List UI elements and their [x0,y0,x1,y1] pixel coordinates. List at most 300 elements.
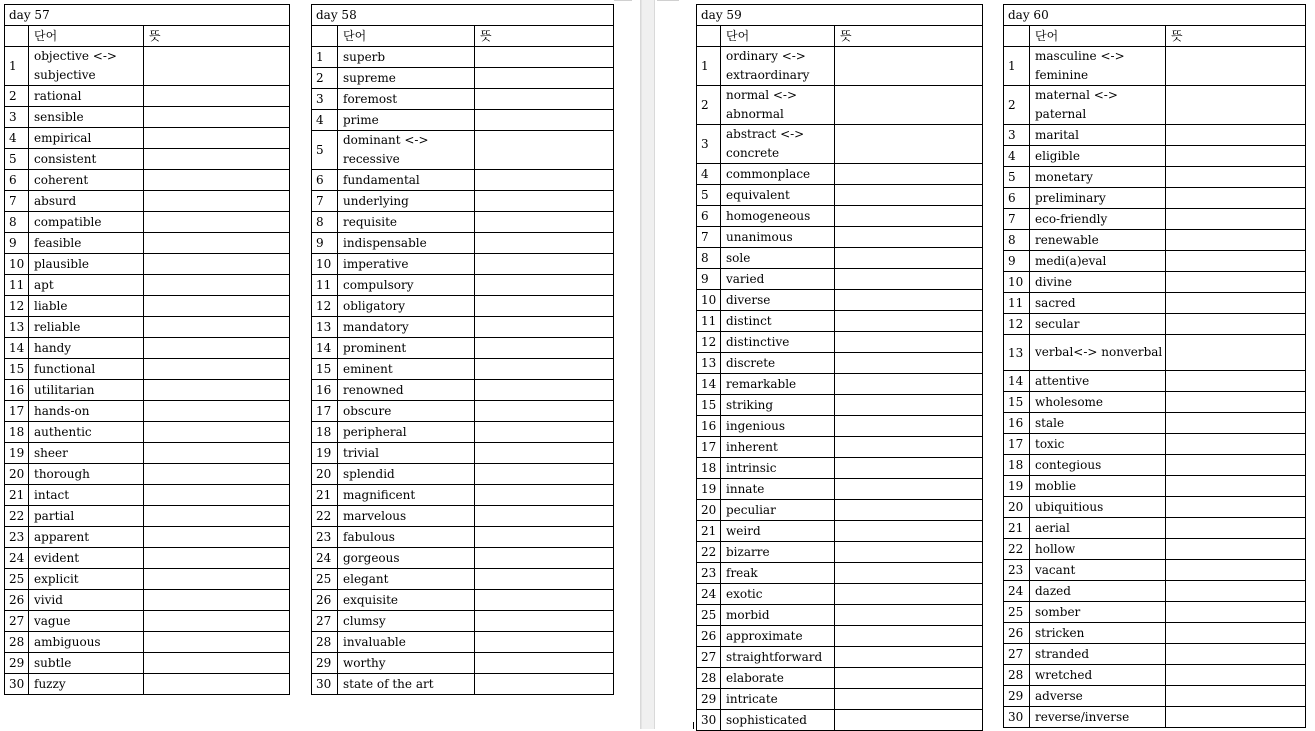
table-row [312,401,614,422]
row-number: 18 [697,458,721,479]
meaning-cell[interactable] [835,125,983,164]
table-row [312,527,614,548]
meaning-cell[interactable] [835,185,983,206]
row-number: 15 [5,359,29,380]
row-number: 6 [312,170,338,191]
word-cell: invaluable [338,632,475,653]
meaning-cell[interactable] [144,317,290,338]
meaning-cell[interactable] [835,668,983,689]
meaning-cell[interactable] [144,128,290,149]
row-number: 30 [312,674,338,695]
meaning-cell[interactable] [835,227,983,248]
word-cell: morbid [721,605,835,626]
table-row [1004,146,1306,167]
word-cell: elaborate [721,668,835,689]
table-row [5,590,290,611]
row-number: 9 [697,269,721,290]
table-row [1004,581,1306,602]
row-number: 23 [312,527,338,548]
row-number: 25 [5,569,29,590]
table-row [5,674,290,695]
meaning-cell[interactable] [144,275,290,296]
row-number: 16 [5,380,29,401]
meaning-cell[interactable] [475,338,614,359]
meaning-cell[interactable] [144,212,290,233]
row-number: 18 [1004,455,1030,476]
meaning-cell[interactable] [835,626,983,647]
number-header-cell [697,26,721,47]
meaning-cell[interactable] [835,563,983,584]
meaning-cell[interactable] [835,353,983,374]
word-cell: ordinary <-> extraordinary [721,47,835,86]
word-cell: sensible [29,107,144,128]
meaning-cell[interactable] [1166,581,1306,602]
row-number: 9 [312,233,338,254]
row-number: 11 [697,311,721,332]
table-row [697,125,983,164]
table-row [1004,251,1306,272]
row-number: 19 [5,443,29,464]
meaning-cell[interactable] [475,674,614,695]
meaning-cell[interactable] [475,131,614,170]
word-cell: straightforward [721,647,835,668]
meaning-cell[interactable] [475,485,614,506]
word-cell: fuzzy [29,674,144,695]
meaning-cell[interactable] [835,248,983,269]
word-cell: imperative [338,254,475,275]
meaning-cell[interactable] [1166,251,1306,272]
word-cell: wholesome [1030,392,1166,413]
word-cell: coherent [29,170,144,191]
row-number: 24 [312,548,338,569]
meaning-cell[interactable] [475,296,614,317]
row-number: 3 [5,107,29,128]
row-number: 28 [697,668,721,689]
meaning-cell[interactable] [1166,86,1306,125]
table-row [312,380,614,401]
word-cell: subtle [29,653,144,674]
row-number: 24 [697,584,721,605]
row-number: 5 [697,185,721,206]
meaning-cell[interactable] [1166,167,1306,188]
row-number: 5 [1004,167,1030,188]
word-cell: moblie [1030,476,1166,497]
word-cell: superb [338,47,475,68]
table-row [5,47,290,86]
row-number: 7 [697,227,721,248]
meaning-cell[interactable] [1166,434,1306,455]
word-cell: exotic [721,584,835,605]
meaning-cell[interactable] [475,110,614,131]
meaning-cell[interactable] [835,689,983,710]
meaning-cell[interactable] [475,191,614,212]
meaning-column-header: 뜻 [835,26,983,47]
table-row [1004,497,1306,518]
meaning-cell[interactable] [144,170,290,191]
table-row [5,464,290,485]
meaning-cell[interactable] [1166,125,1306,146]
meaning-cell[interactable] [144,401,290,422]
meaning-cell[interactable] [1166,392,1306,413]
meaning-cell[interactable] [144,47,290,86]
meaning-cell[interactable] [475,653,614,674]
row-number: 14 [697,374,721,395]
meaning-cell[interactable] [835,647,983,668]
row-number: 16 [1004,413,1030,434]
meaning-cell[interactable] [144,254,290,275]
meaning-cell[interactable] [475,47,614,68]
row-number: 2 [697,86,721,125]
header-row [1004,26,1306,47]
word-cell: stale [1030,413,1166,434]
meaning-cell[interactable] [1166,497,1306,518]
meaning-cell[interactable] [475,506,614,527]
table-row [5,149,290,170]
meaning-cell[interactable] [1166,539,1306,560]
meaning-cell[interactable] [475,611,614,632]
word-cell: fabulous [338,527,475,548]
meaning-cell[interactable] [1166,560,1306,581]
meaning-cell[interactable] [144,548,290,569]
word-cell: handy [29,338,144,359]
word-cell: mandatory [338,317,475,338]
meaning-cell[interactable] [144,632,290,653]
meaning-cell[interactable] [1166,230,1306,251]
row-number: 12 [312,296,338,317]
table-row [1004,47,1306,86]
word-cell: gorgeous [338,548,475,569]
word-cell: liable [29,296,144,317]
meaning-cell[interactable] [475,401,614,422]
meaning-cell[interactable] [1166,209,1306,230]
day-title: day 60 [1004,5,1306,26]
row-number: 18 [312,422,338,443]
word-cell: vacant [1030,560,1166,581]
word-cell: eligible [1030,146,1166,167]
table-row [1004,476,1306,497]
word-cell: remarkable [721,374,835,395]
table-row [1004,335,1306,371]
row-number: 29 [5,653,29,674]
word-cell: explicit [29,569,144,590]
row-number: 21 [5,485,29,506]
table-row [5,653,290,674]
meaning-cell[interactable] [835,47,983,86]
meaning-cell[interactable] [1166,335,1306,371]
table-row [5,401,290,422]
meaning-cell[interactable] [835,416,983,437]
row-number: 22 [1004,539,1030,560]
meaning-cell[interactable] [475,212,614,233]
row-number: 1 [697,47,721,86]
meaning-cell[interactable] [475,233,614,254]
table-row [1004,455,1306,476]
meaning-cell[interactable] [1166,188,1306,209]
meaning-cell[interactable] [144,233,290,254]
row-number: 16 [697,416,721,437]
meaning-cell[interactable] [1166,707,1306,728]
word-cell: elegant [338,569,475,590]
meaning-cell[interactable] [144,506,290,527]
table-row [5,107,290,128]
word-cell: underlying [338,191,475,212]
meaning-cell[interactable] [144,464,290,485]
row-number: 13 [5,317,29,338]
meaning-cell[interactable] [475,590,614,611]
meaning-cell[interactable] [1166,602,1306,623]
table-row [312,296,614,317]
table-row [5,359,290,380]
row-number: 11 [312,275,338,296]
table-row [697,311,983,332]
word-cell: exquisite [338,590,475,611]
row-number: 9 [1004,251,1030,272]
table-row [5,233,290,254]
row-number: 19 [312,443,338,464]
meaning-cell[interactable] [1166,665,1306,686]
word-cell: discrete [721,353,835,374]
meaning-cell[interactable] [835,206,983,227]
word-cell: renowned [338,380,475,401]
row-number: 26 [1004,623,1030,644]
row-number: 10 [697,290,721,311]
row-number: 29 [1004,686,1030,707]
meaning-cell[interactable] [475,422,614,443]
meaning-cell[interactable] [144,674,290,695]
row-number: 25 [697,605,721,626]
row-number: 6 [1004,188,1030,209]
row-number: 14 [5,338,29,359]
meaning-cell[interactable] [835,479,983,500]
row-number: 10 [1004,272,1030,293]
meaning-cell[interactable] [835,269,983,290]
meaning-cell[interactable] [475,89,614,110]
row-number: 24 [1004,581,1030,602]
meaning-cell[interactable] [1166,413,1306,434]
table-row [5,569,290,590]
table-row [1004,623,1306,644]
meaning-cell[interactable] [144,485,290,506]
word-cell: masculine <-> feminine [1030,47,1166,86]
meaning-cell[interactable] [475,254,614,275]
row-number: 4 [697,164,721,185]
table-row [697,689,983,710]
table-row [1004,86,1306,125]
table-row [1004,167,1306,188]
word-cell: somber [1030,602,1166,623]
meaning-cell[interactable] [144,86,290,107]
meaning-cell[interactable] [835,395,983,416]
row-number: 22 [5,506,29,527]
word-cell: aerial [1030,518,1166,539]
word-cell: ingenious [721,416,835,437]
meaning-cell[interactable] [835,710,983,731]
meaning-cell[interactable] [835,500,983,521]
meaning-cell[interactable] [835,437,983,458]
table-row [312,47,614,68]
word-cell: objective <-> subjective [29,47,144,86]
meaning-cell[interactable] [144,107,290,128]
table-row [312,422,614,443]
table-row [5,338,290,359]
meaning-cell[interactable] [1166,623,1306,644]
row-number: 22 [312,506,338,527]
table-row [312,359,614,380]
meaning-cell[interactable] [144,380,290,401]
meaning-cell[interactable] [1166,47,1306,86]
meaning-cell[interactable] [144,149,290,170]
meaning-cell[interactable] [144,338,290,359]
meaning-cell[interactable] [144,422,290,443]
table-row [1004,272,1306,293]
meaning-cell[interactable] [835,290,983,311]
meaning-cell[interactable] [475,380,614,401]
table-row [1004,209,1306,230]
word-cell: reverse/inverse [1030,707,1166,728]
meaning-cell[interactable] [144,296,290,317]
meaning-column-header: 뜻 [475,26,614,47]
vocab-table-day-59 [696,4,983,731]
row-number: 29 [312,653,338,674]
row-number: 18 [5,422,29,443]
table-row [697,206,983,227]
meaning-cell[interactable] [144,527,290,548]
meaning-cell[interactable] [835,332,983,353]
meaning-cell[interactable] [475,170,614,191]
title-row [5,5,290,26]
table-row [312,317,614,338]
meaning-cell[interactable] [1166,644,1306,665]
word-cell: thorough [29,464,144,485]
meaning-cell[interactable] [1166,314,1306,335]
table-row [312,485,614,506]
meaning-cell[interactable] [475,275,614,296]
table-row [697,290,983,311]
word-column-header: 단어 [29,26,144,47]
meaning-cell[interactable] [1166,293,1306,314]
word-cell: sheer [29,443,144,464]
word-cell: magnificent [338,485,475,506]
row-number: 27 [5,611,29,632]
word-column-header: 단어 [338,26,475,47]
meaning-cell[interactable] [1166,146,1306,167]
row-number: 29 [697,689,721,710]
table-row [1004,392,1306,413]
row-number: 11 [5,275,29,296]
meaning-cell[interactable] [475,527,614,548]
row-number: 1 [312,47,338,68]
row-number: 13 [697,353,721,374]
word-cell: hollow [1030,539,1166,560]
table-row [697,605,983,626]
row-number: 3 [312,89,338,110]
meaning-cell[interactable] [835,521,983,542]
meaning-cell[interactable] [1166,371,1306,392]
meaning-cell[interactable] [144,569,290,590]
word-cell: attentive [1030,371,1166,392]
meaning-cell[interactable] [475,464,614,485]
meaning-cell[interactable] [475,548,614,569]
table-row [312,338,614,359]
row-number: 6 [697,206,721,227]
table-row [1004,434,1306,455]
meaning-cell[interactable] [835,458,983,479]
meaning-cell[interactable] [835,86,983,125]
meaning-cell[interactable] [475,569,614,590]
meaning-cell[interactable] [475,317,614,338]
meaning-cell[interactable] [835,311,983,332]
row-number: 15 [312,359,338,380]
table-row [1004,518,1306,539]
row-number: 17 [5,401,29,422]
table-row [312,275,614,296]
meaning-cell[interactable] [144,443,290,464]
word-cell: apparent [29,527,144,548]
meaning-cell[interactable] [835,584,983,605]
table-row [312,674,614,695]
table-row [312,68,614,89]
word-cell: marvelous [338,506,475,527]
meaning-cell[interactable] [1166,272,1306,293]
table-row [697,626,983,647]
meaning-cell[interactable] [144,653,290,674]
row-number: 21 [312,485,338,506]
word-cell: ubiquitious [1030,497,1166,518]
meaning-cell[interactable] [835,542,983,563]
table-row [697,395,983,416]
meaning-cell[interactable] [475,68,614,89]
table-row [312,653,614,674]
meaning-cell[interactable] [1166,518,1306,539]
meaning-cell[interactable] [1166,686,1306,707]
row-number: 27 [697,647,721,668]
meaning-cell[interactable] [1166,476,1306,497]
word-cell: intricate [721,689,835,710]
meaning-cell[interactable] [144,191,290,212]
word-cell: supreme [338,68,475,89]
meaning-cell[interactable] [144,359,290,380]
word-cell: toxic [1030,434,1166,455]
meaning-cell[interactable] [475,359,614,380]
table-row [1004,314,1306,335]
row-number: 21 [697,521,721,542]
word-cell: eminent [338,359,475,380]
row-number: 15 [1004,392,1030,413]
table-row [697,710,983,731]
table-row [5,254,290,275]
row-number: 25 [1004,602,1030,623]
meaning-cell[interactable] [475,443,614,464]
table-row [697,185,983,206]
meaning-cell[interactable] [835,164,983,185]
meaning-cell[interactable] [144,590,290,611]
word-cell: preliminary [1030,188,1166,209]
word-cell: divine [1030,272,1166,293]
meaning-cell[interactable] [835,374,983,395]
word-cell: innate [721,479,835,500]
meaning-cell[interactable] [144,611,290,632]
row-number: 26 [312,590,338,611]
meaning-cell[interactable] [475,632,614,653]
table-row [697,227,983,248]
meaning-cell[interactable] [835,605,983,626]
word-cell: bizarre [721,542,835,563]
meaning-cell[interactable] [1166,455,1306,476]
word-cell: varied [721,269,835,290]
table-row [1004,686,1306,707]
word-cell: partial [29,506,144,527]
row-number: 28 [1004,665,1030,686]
